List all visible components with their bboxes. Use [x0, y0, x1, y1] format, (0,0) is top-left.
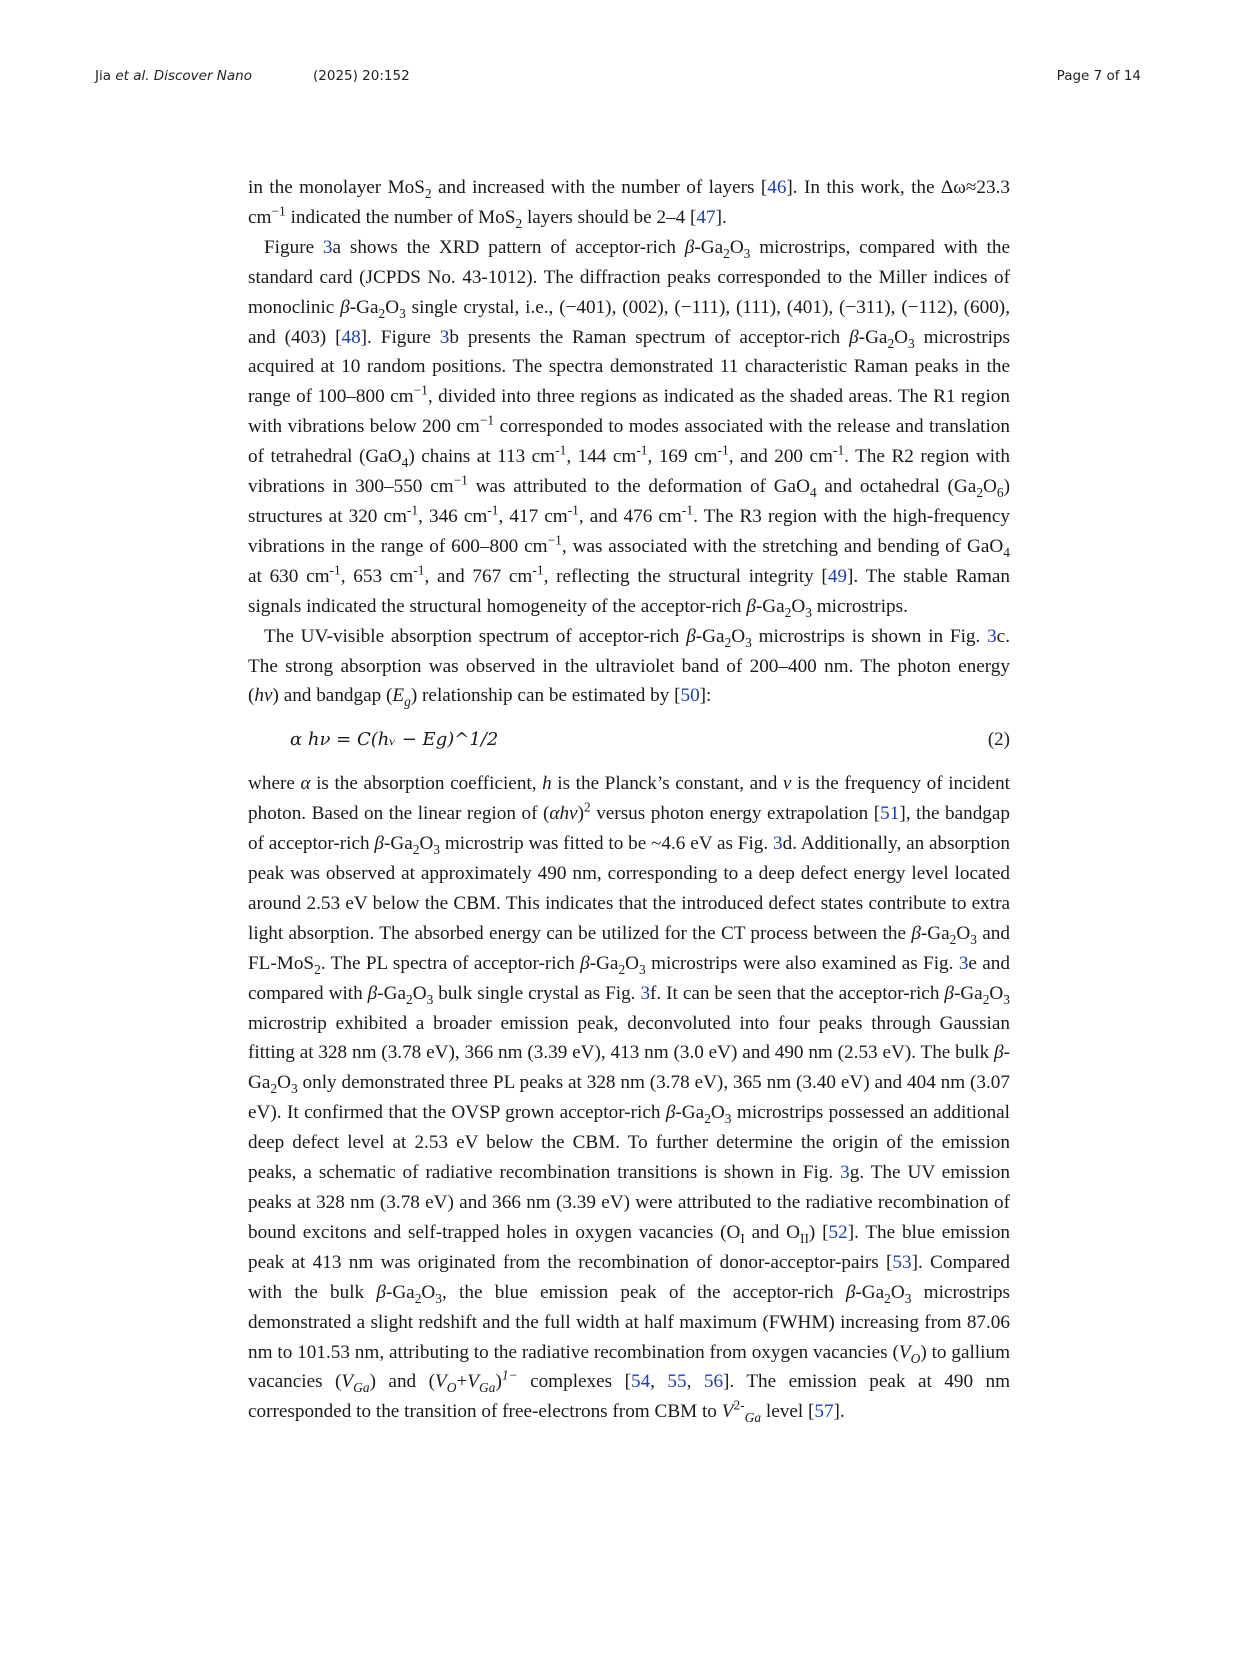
equation-2 [248, 723, 1010, 757]
figure-link[interactable]: 3 [439, 326, 450, 348]
figure-link[interactable]: 3 [322, 236, 333, 258]
reference-link[interactable]: 56 [703, 1371, 724, 1393]
reference-link[interactable]: 49 [827, 565, 848, 587]
reference-link[interactable]: 52 [828, 1221, 848, 1243]
figure-link[interactable]: 3 [773, 833, 783, 855]
equation-number: (2) [987, 729, 1010, 751]
figure-link[interactable]: 3 [640, 982, 651, 1004]
paragraph-4: where α is the absorption coefficient, h is the Planck’s constant, and ν is the frequency of incident photon. Based on the linear region of $(\alpha h\nu)^2$ versus photon energy extrapolation [51], the bandgap of acceptor-rich $\beta-Ga_2O_3$ microstrip was fitted to be ~4.6 eV as Fig. 3d. Additionally, an absorption peak was observed at approximately 490 nm, corresponding to a deep defect energy level located around 2.53 eV below the CBM. This indicates that the introduced defect states contribute to extra light absorption. The absorbed energy can be utilized for the CT process between the $\beta-Ga_2O_3$ and FL-MoS$_2$. The PL spectra of acceptor-rich $\beta-Ga_2O_3$ microstrips were also examined as Fig. 3e and compared with $\beta-Ga_2O_3$ bulk single crystal as Fig. 3f. It can be seen that the acceptor-rich $\beta-Ga_2O_3$ microstrip exhibited a broader emission peak, deconvoluted into four peaks through Gaussian fitting at 328 nm (3.78 eV), 366 nm (3.39 eV), 413 nm (3.0 eV) and 490 nm (2.53 eV). The bulk $\beta-Ga_2O_3$ only demonstrated three PL peaks at 328 nm (3.78 eV), 365 nm (3.40 eV) and 404 nm (3.07 eV). It confirmed that the OVSP grown acceptor-rich $\beta-Ga_2O_3$ microstrips possessed an additional deep defect level at 2.53 eV below the CBM. To further determine the origin of the emission peaks, a schematic of radiative recombination transitions is shown in Fig. 3g. The UV emission peaks at 328 nm (3.78 eV) and 366 nm (3.39 eV) were attributed to the radiative recombination of bound excitons and self-trapped holes in oxygen vacancies ($O_I$ and $O_{II}$) [52]. The blue emission peak at 413 nm was originated from the recombination of donor-acceptor-pairs [53]. Compared with the bulk $\beta-Ga_2O_3$, the blue emission peak of the acceptor-rich $\beta-Ga_2O_3$ microstrips demonstrated a slight redshift and the full width at half maximum (FWHM) increasing from 87.06 nm to 101.53 nm, attributing to the radiative recombination from oxygen vacancies $(V_O)$ to gallium vacancies $(V_{Ga})$ and $(V_O+V_{Ga})^{1-}$ complexes [54, 55, 56]. The emission peak at 490 nm corresponded to the transition of free-electrons from CBM to $V^{2-}_{Ga}$ level [57]. [248, 773, 1011, 1426]
journal-citation: Jia et al. Discover Nano [95, 68, 252, 84]
page-number: Page 7 of 14 [1056, 68, 1141, 84]
journal-year-volume: (2025) 20:152 [313, 68, 410, 84]
page-header [95, 68, 1141, 90]
equation-expression: α hν = C(hᵥ − Eg)^1/2 [290, 729, 499, 751]
reference-link[interactable]: 46 [767, 177, 787, 198]
figure-link[interactable]: 3 [840, 1162, 850, 1184]
reference-link[interactable]: 47 [696, 206, 716, 228]
reference-link[interactable]: 53 [892, 1251, 912, 1273]
reference-link[interactable]: 48 [341, 326, 361, 348]
reference-link[interactable]: 50 [680, 685, 700, 707]
paragraph-3: The UV-visible absorption spectrum of acceptor-rich $\beta-Ga_2O_3$ microstrips is shown in Fig. 3c. The strong absorption was observed in the ultraviolet band of 200–400 nm. The photon energy (hν) and bandgap $(E_g)$ relationship can be estimated by [50]: [248, 625, 1010, 710]
reference-link[interactable]: 57 [814, 1401, 834, 1423]
paragraph-2: Figure 3a shows the XRD pattern of acceptor-rich $\beta-Ga_2O_3$ microstrips, compared with the standard card (JCPDS No. 43-1012). The diffraction peaks corresponded to the Miller indices of monoclinic $\beta-Ga_2O_3$ single crystal, i.e., (−401), (002), (−111), (111), (401), (−311), (−112), (600), and (403) [48]. Figure 3b presents the Raman spectrum of acceptor-rich $\beta-Ga_2O_3$ microstrips acquired at 10 random positions. The spectra demonstrated 11 characteristic Raman peaks in the range of 100–800 $cm^{-1}$, divided into three regions as indicated as the shaded areas. The R1 region with vibrations below 200 $cm^{-1}$ corresponded to modes associated with the release and translation of tetrahedral (GaO$_4$) chains at 113 $cm^{-1}$, 144 $cm^{-1}$, 169 $cm^{-1}$, and 200 $cm^{-1}$. The R2 region with vibrations in 300–550 $cm^{-1}$ was attributed to the deformation of GaO$_4$ and octahedral $(Ga_2O_6)$ structures at 320 $cm^{-1}$, 346 $cm^{-1}$, 417 $cm^{-1}$, and 476 $cm^{-1}$. The R3 region with the high-frequency vibrations in the range of 600–800 $cm^{-1}$, was associated with the stretching and bending of GaO$_4$ at 630 $cm^{-1}$, 653 $cm^{-1}$, and 767 $cm^{-1}$, reflecting the structural integrity [49]. The stable Raman signals indicated the structural homogeneity of the acceptor-rich $\beta-Ga_2O_3$ microstrips. [248, 236, 1011, 620]
figure-link[interactable]: 3 [987, 625, 997, 647]
figure-link[interactable]: 3 [958, 952, 969, 974]
reference-link[interactable]: 54 [630, 1371, 651, 1393]
article-body [248, 173, 1010, 1427]
reference-link[interactable]: 55 [667, 1371, 687, 1393]
paragraph-1: in the monolayer MoS$_2$ and increased with the number of layers [46]. In this work, the Δω≈23.3 $cm^{-1}$ indicated the number of MoS$_2$ layers should be 2–4 [47]. [248, 177, 1010, 231]
reference-link[interactable]: 51 [880, 803, 900, 825]
